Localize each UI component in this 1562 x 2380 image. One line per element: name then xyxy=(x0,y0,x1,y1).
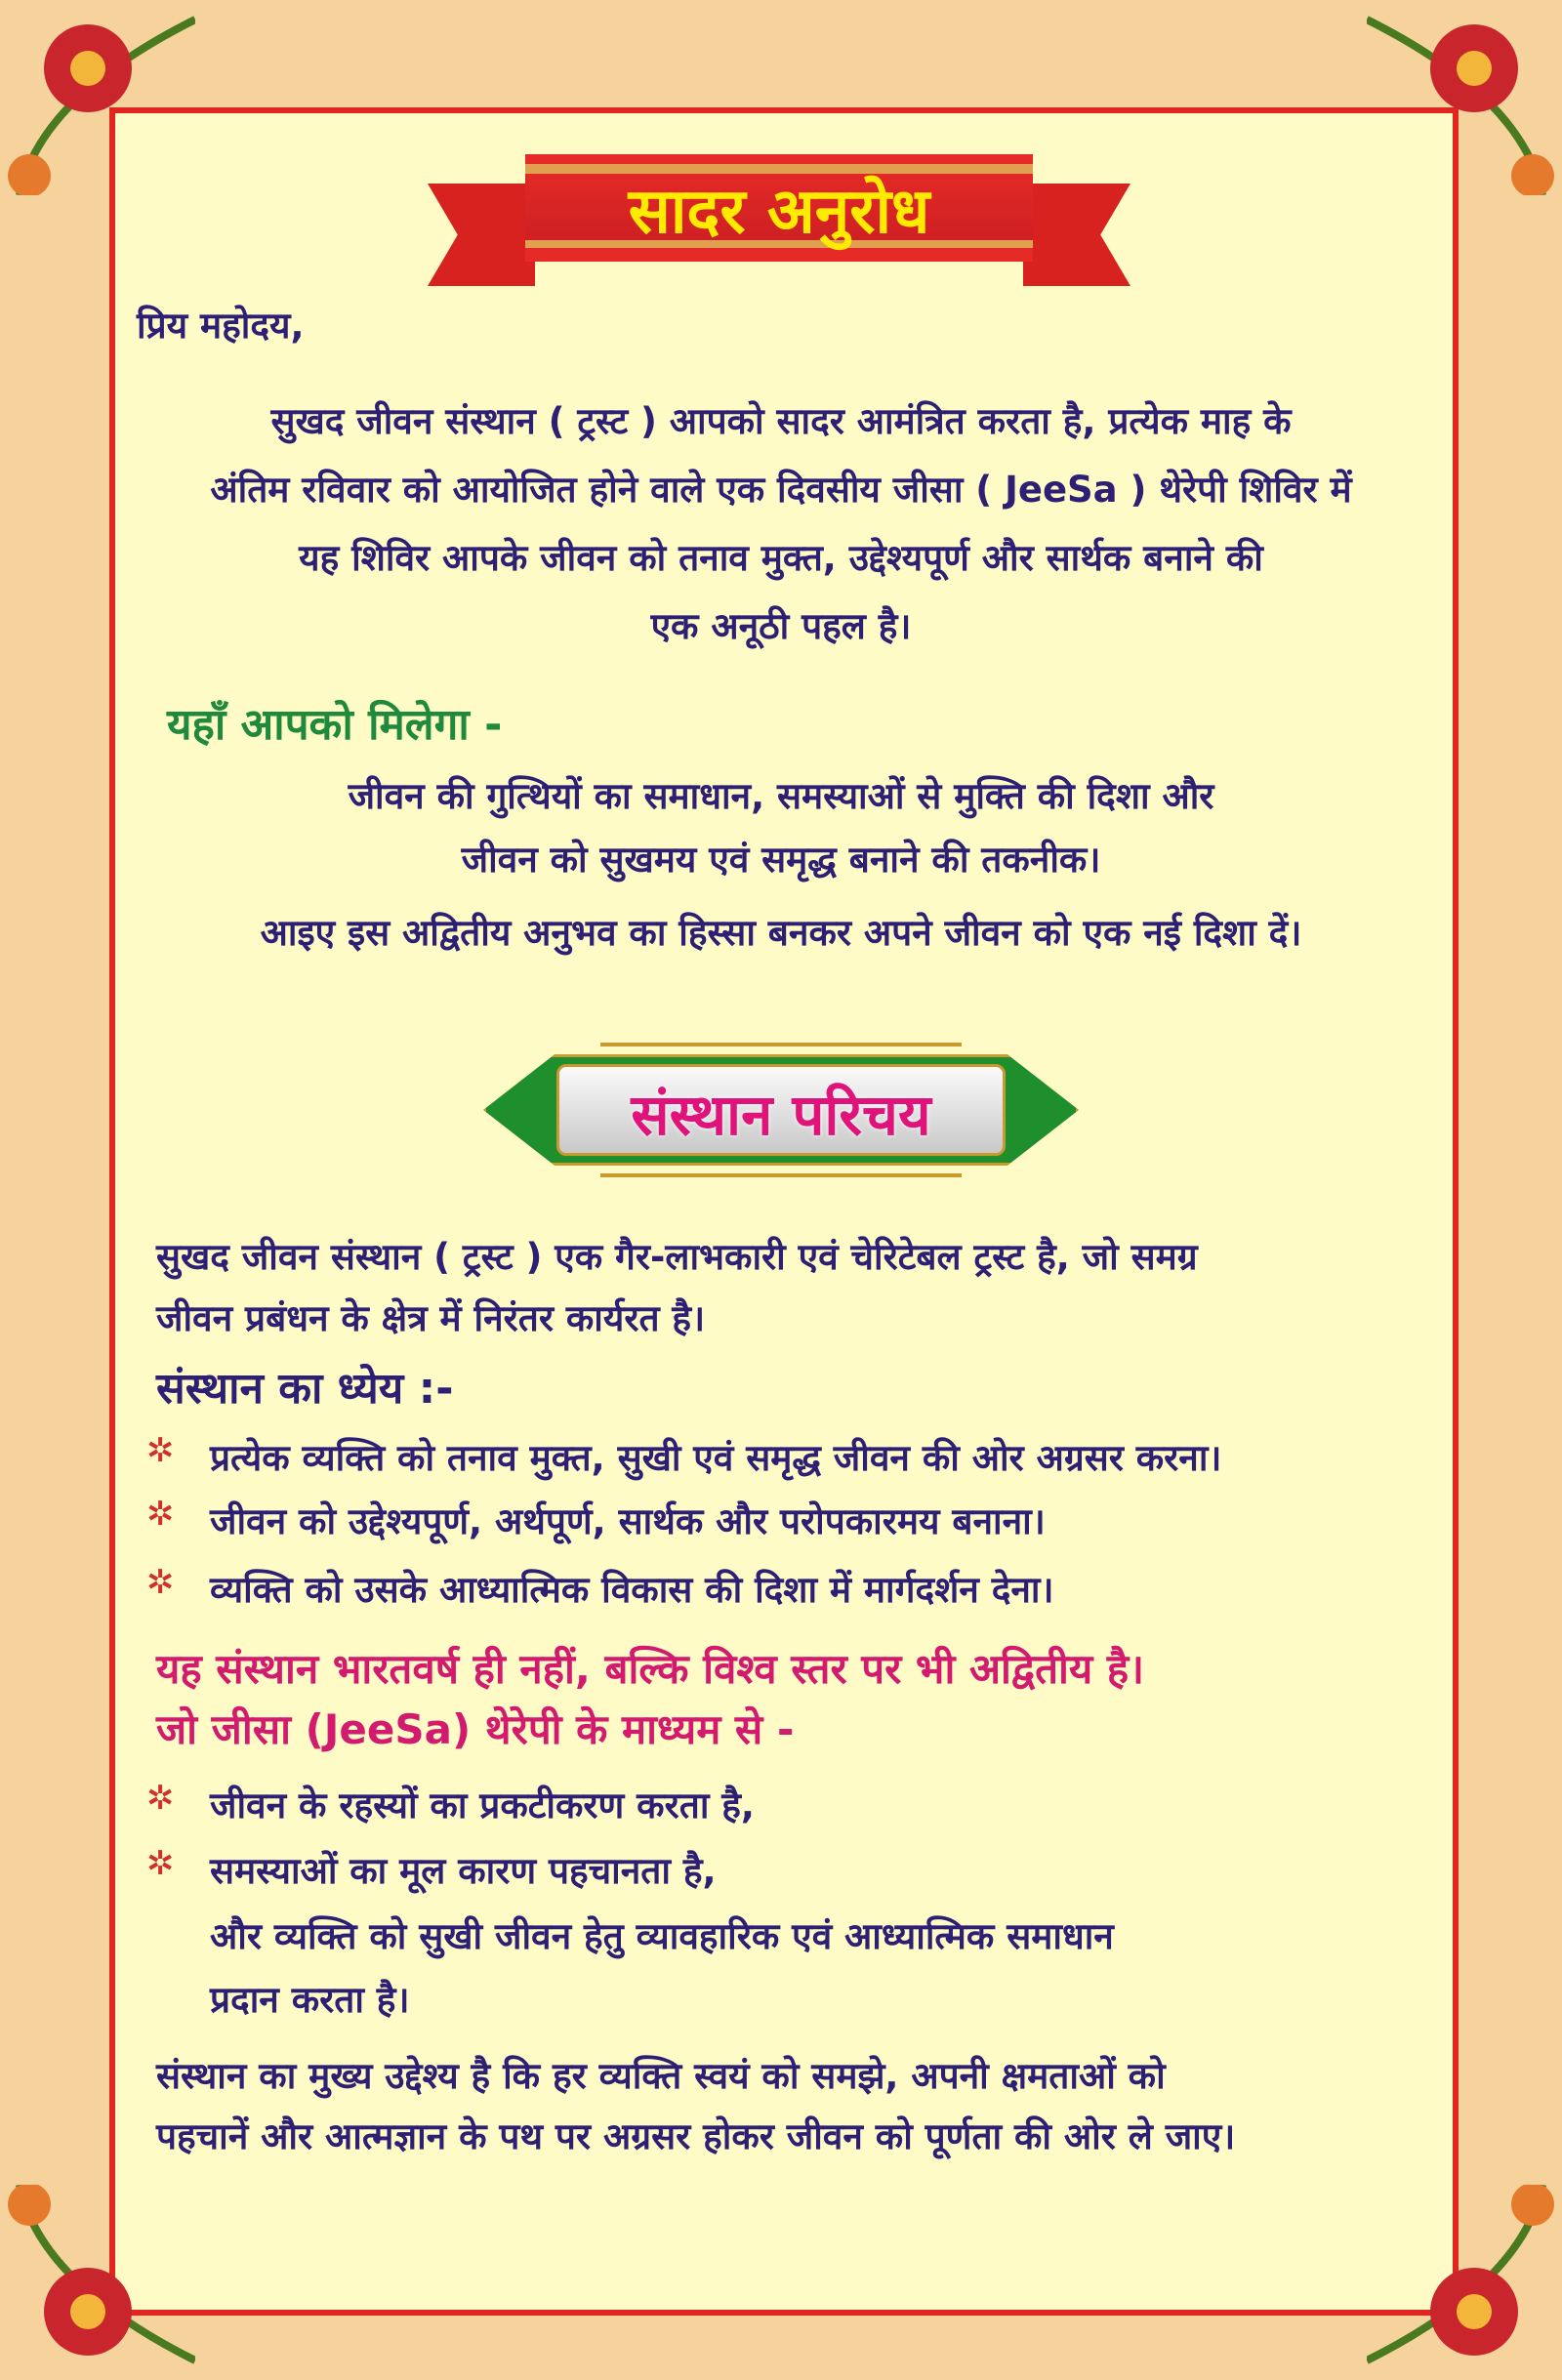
section-plaque xyxy=(483,1037,1079,1183)
highlight-line: यह संस्थान भारतवर्ष ही नहीं, बल्कि विश्व स्तर पर भी अद्वितीय है। xyxy=(156,1645,1145,1693)
section-title: संस्थान परिचय xyxy=(631,1082,931,1148)
bullet-icon: ✲ xyxy=(146,1844,175,1883)
greeting: प्रिय महोदय, xyxy=(137,305,305,347)
method-continuation: प्रदान करता है। xyxy=(210,1979,410,2021)
flower-corner-icon xyxy=(0,0,195,195)
intro-line: एक अनूठी पहल है। xyxy=(650,605,912,647)
benefit-line: जीवन को सुखमय एवं समृद्ध बनाने की तकनीक। xyxy=(461,839,1101,881)
about-line: सुखद जीवन संस्थान ( ट्रस्ट ) एक गैर-लाभकारी एवं चेरिटेबल ट्रस्ट है, जो समग्र xyxy=(156,1236,1198,1278)
bullet-icon: ✲ xyxy=(146,1431,175,1470)
highlight-line: जो जीसा (JeeSa) थेरेपी के माध्यम से - xyxy=(156,1705,795,1753)
intro-line: सुखद जीवन संस्थान ( ट्रस्ट ) आपको सादर आमंत्रित करता है, प्रत्येक माह के xyxy=(270,400,1292,442)
title-ribbon xyxy=(428,146,1130,293)
closing-line: पहचानें और आत्मज्ञान के पथ पर अग्रसर होकर जीवन को पूर्णता की ओर ले जाए। xyxy=(156,2115,1236,2157)
invite-text: आइए इस अद्वितीय अनुभव का हिस्सा बनकर अपने जीवन को एक नई दिशा दें। xyxy=(260,912,1302,954)
page-title: सादर अनुरोध xyxy=(628,176,930,248)
intro-line: अंतिम रविवार को आयोजित होने वाले एक दिवसीय जीसा ( JeeSa ) थेरेपी शिविर में xyxy=(210,469,1352,511)
intro-line: यह शिविर आपके जीवन को तनाव मुक्त, उद्देश्यपूर्ण और सार्थक बनाने की xyxy=(299,537,1263,579)
method-item: जीवन के रहस्यों का प्रकटीकरण करता है, xyxy=(210,1785,755,1826)
flower-corner-icon xyxy=(1367,2185,1562,2380)
bullet-icon: ✲ xyxy=(146,1563,175,1602)
method-continuation: और व्यक्ति को सुखी जीवन हेतु व्यावहारिक एवं आध्यात्मिक समाधान xyxy=(210,1915,1114,1957)
benefits-heading: यहाँ आपको मिलेगा - xyxy=(167,700,503,750)
closing-line: संस्थान का मुख्य उद्देश्य है कि हर व्यक्ति स्वयं को समझे, अपनी क्षमताओं को xyxy=(156,2055,1166,2097)
about-line: जीवन प्रबंधन के क्षेत्र में निरंतर कार्यरत है। xyxy=(156,1297,706,1339)
flower-corner-icon xyxy=(1367,0,1562,195)
goal-item: प्रत्येक व्यक्ति को तनाव मुक्त, सुखी एवं समृद्ध जीवन की ओर अग्रसर करना। xyxy=(210,1437,1222,1479)
flower-corner-icon xyxy=(0,2185,195,2380)
benefit-line: जीवन की गुत्थियों का समाधान, समस्याओं से मुक्ति की दिशा और xyxy=(348,775,1214,817)
goal-item: जीवन को उद्देश्यपूर्ण, अर्थपूर्ण, सार्थक और परोपकारमय बनाना। xyxy=(210,1500,1046,1542)
method-item: समस्याओं का मूल कारण पहचानता है, xyxy=(210,1850,717,1892)
bullet-icon: ✲ xyxy=(146,1779,175,1818)
goal-heading: संस्थान का ध्येय :- xyxy=(156,1364,454,1414)
bullet-icon: ✲ xyxy=(146,1495,175,1534)
goal-item: व्यक्ति को उसके आध्यात्मिक विकास की दिशा में मार्गदर्शन देना। xyxy=(210,1569,1054,1611)
